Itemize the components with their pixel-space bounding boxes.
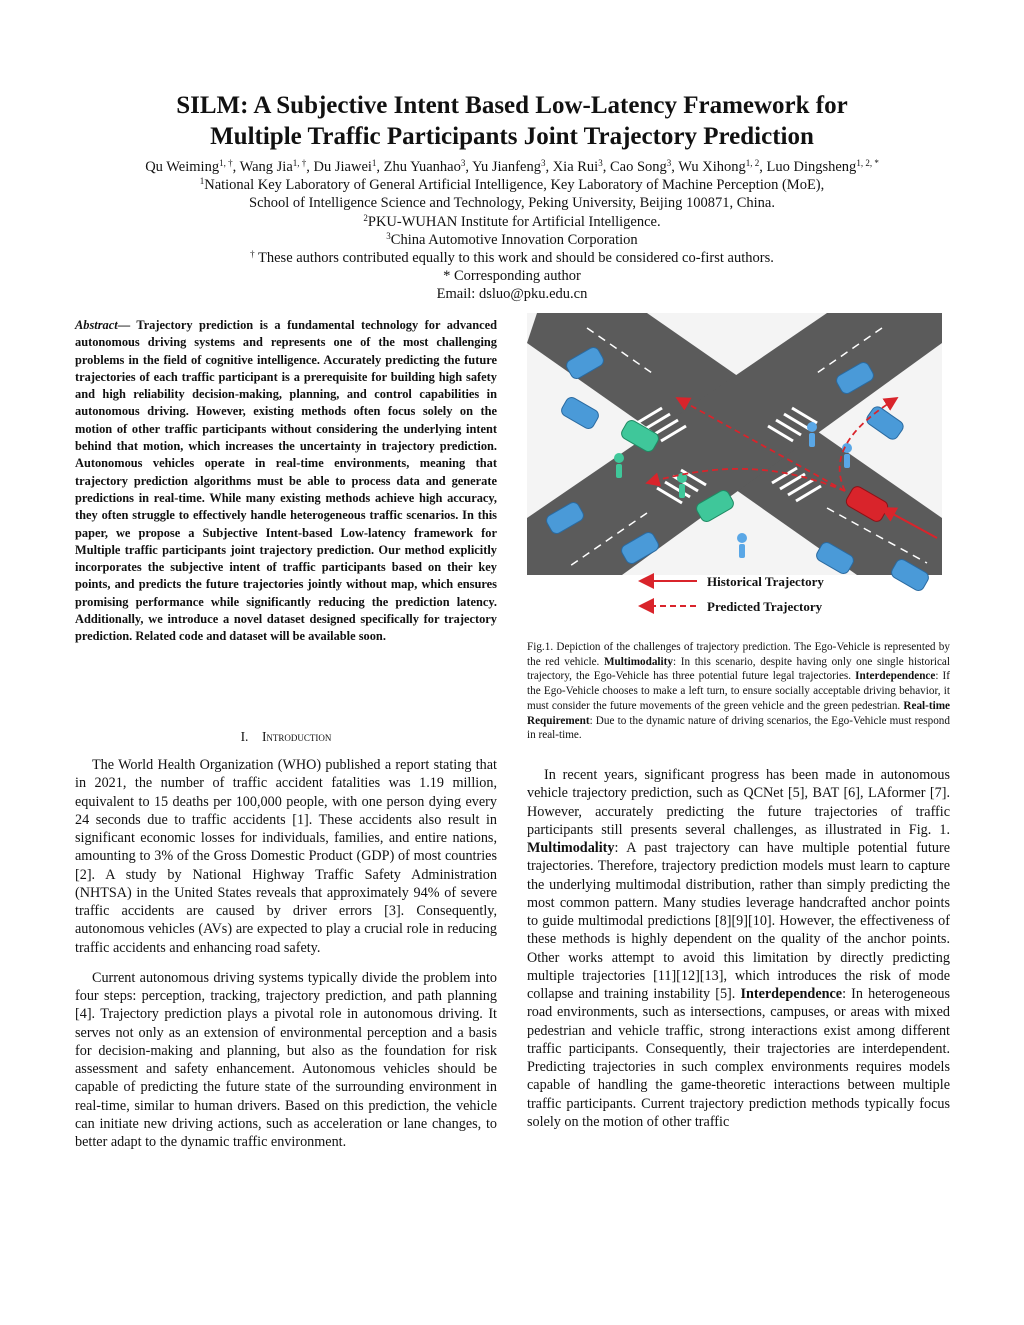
legend-historical: Historical Trajectory xyxy=(707,574,824,589)
pedestrian xyxy=(844,454,850,468)
author-sup: 3 xyxy=(540,158,546,168)
figure-1 xyxy=(527,313,950,635)
author-name: Du Jiawei xyxy=(313,159,372,175)
author-sup: 3 xyxy=(598,158,603,168)
email[interactable]: Email: dsluo@pku.edu.cn xyxy=(436,286,588,303)
author-sup: 1, 2 xyxy=(745,158,760,168)
author-name: Wu Xihong xyxy=(678,159,746,175)
pedestrian xyxy=(807,422,817,432)
intro-paragraph-3: In recent years, significant progress has been made in autonomous vehicle trajectory prediction, such as QCNet [5], BAT [6], LAformer [7]. However, accurately predicting the future trajectories of traffic participants still presents several challenges, as illustrated in Fig. 1. Multimodality: A past trajectory can have multiple potential future trajectories. Therefore, trajectory prediction models must learn to capture the underlying multimodal distribution, rather than simply predicting the most common pattern. Many studies leverage handcrafted anchor points to guide multimodal predictions [8][9][10]. However, the effectiveness of these methods is highly dependent on the quality of the anchor points. Other works attempt to avoid this limitation by directly predicting multiple trajectories [11][12][13], which introduces the risk of mode collapse and training instability [5]. Interdependence: In heterogeneous road environments, such as intersections, campuses, or areas with mixed pedestrian and vehicle traffic, strong interactions exist among different traffic participants. Consequently, their trajectories are interdependent. Predicting trajectories in such complex environments requires models capable of handling the game-theoretic interactions between multiple traffic participants. Current trajectory prediction methods typically focus solely on the motion of other traffic xyxy=(527,767,951,1130)
author-name: Qu Weiming xyxy=(145,159,220,175)
author-name: Luo Dingsheng xyxy=(766,159,857,175)
pedestrian xyxy=(739,544,745,558)
author-name: Cao Song xyxy=(609,159,667,175)
affiliation-1-cont: School of Intelligence Science and Technology, Peking University, Beijing 100871, China. xyxy=(249,195,775,212)
abstract-text: Trajectory prediction is a fundamental technology for advanced autonomous driving systems and represents one of the most challenging problems in the field of cognitive intelligence. Accurately predicting the future trajectories of each traffic participant is a prerequisite for building high safety and high reliability decision-making, planning, and control capabilities in autonomous driving. However, existing methods often focus solely on the motion of other traffic participants without considering the underlying intent behind that motion, which increases the uncertainty in trajectory prediction. Autonomous vehicles operate in real-time environments, meaning that trajectory prediction algorithms must be able to process data and generate predictions in real-time. While many existing methods achieve high accuracy, they often struggle to effectively handle heterogeneous traffic scenarios. In this paper, we propose a Subjective Intent-based Low-latency framework for Multiple traffic participants joint trajectory prediction. Our method explicitly incorporates the subjective intent of traffic participants based on their key points, and predicts the future trajectories jointly without map, which ensures promising performance while significantly reducing the prediction latency. Additionally, we introduce a novel dataset designed specifically for trajectory prediction. Related code and dataset will be available soon. xyxy=(75,318,498,644)
figure-1-caption: Fig.1. Depiction of the challenges of trajectory prediction. The Ego-Vehicle is represented by the red vehicle. Multimodality: In this scenario, despite having only one single historical trajectory, the Ego-Vehicle has three potential future legal trajectories. Interdependence: If the Ego-Vehicle chooses to make a left turn, to ensure socially acceptable driving behavior, it must consider the future movements of the green vehicle and the green pedestrian. Real-time Requirement: Due to the dynamic nature of driving scenarios, the Ego-Vehicle must respond in real-time. xyxy=(527,641,951,742)
author-sup: 1 xyxy=(371,158,377,168)
pedestrian xyxy=(809,433,815,447)
intro-left-column xyxy=(75,756,497,1163)
author-list: Qu Weiming$^{1, \dagger}$, Wang Jia$^{1, \dagger}$, Du Jiawei$^1$, Zhu Yuanhao$^3$, Yu Jianfeng$^3$, Xia Rui$^3$, Cao Song$^3$, Wu Xihong$^{1, 2}$, Luo Dingsheng$^{1, 2, *}$ xyxy=(145,158,879,175)
pedestrian xyxy=(737,533,747,543)
author-name: Wang Jia xyxy=(239,159,293,175)
author-sup: 3 xyxy=(666,158,672,168)
caption-label: Fig.1. xyxy=(527,641,557,653)
affiliation-1: $^1$National Key Laboratory of General Artificial Intelligence, Key Laboratory of Machine Perception (MoE), xyxy=(199,176,825,194)
corresponding-author: * Corresponding author xyxy=(443,268,581,285)
author-sup: 1, 2, * xyxy=(856,158,879,168)
author-sup: 1, † xyxy=(219,158,233,168)
section-heading-introduction xyxy=(75,728,497,746)
author-name: Yu Jianfeng xyxy=(472,159,541,175)
intro-paragraph-2: Current autonomous driving systems typically divide the problem into four steps: perception, tracking, trajectory prediction, and path planning [4]. Trajectory prediction plays a pivotal role in autonomous driving. It serves not only as an extension of environmental perception and a basis for decision-making and planning, but also as the foundation for risk assessment and safety enhancement. Autonomous vehicles should be capable of predicting the future state of the surrounding environment in real-time, similar to human drivers. Based on this prediction, the vehicle can initiate new driving actions, such as acceleration or lane changes, to better adapt to the dynamic traffic environment. xyxy=(75,969,497,1150)
affiliation-2: $^2$PKU-WUHAN Institute for Artificial Intelligence. xyxy=(363,212,661,230)
author-name: Zhu Yuanhao xyxy=(383,159,461,175)
title-line-1: SILM: A Subjective Intent Based Low-Latency Framework for xyxy=(176,92,848,119)
title-line-2: Multiple Traffic Participants Joint Trajectory Prediction xyxy=(210,123,814,150)
author-block xyxy=(60,158,964,304)
pedestrian xyxy=(679,484,685,498)
abstract: Abstract— Trajectory prediction is a fundamental technology for advanced autonomous driving systems and represents one of the most challenging problems in the field of cognitive intelligence. Accurately predicting the future trajectories of each traffic participant is a prerequisite for building high safety and high reliability decision-making, planning, and control capabilities in autonomous driving. However, existing methods often focus solely on the motion of other traffic participants without considering the underlying intent behind that motion, which increases the uncertainty in trajectory prediction. Autonomous vehicles operate in real-time environments, meaning that trajectory prediction algorithms must be able to process data and generate predictions in real-time. While many existing methods achieve high accuracy, they often struggle to effectively handle heterogeneous traffic scenarios. In this paper, we propose a Subjective Intent-based Low-latency framework for Multiple traffic participants joint trajectory prediction. Our method explicitly incorporates the subjective intent of traffic participants based on their key points, and predicts the future trajectories jointly without map, which ensures promising performance while significantly reducing the prediction latency. Additionally, we introduce a novel dataset designed specifically for trajectory prediction. Related code and dataset will be available soon. xyxy=(75,318,498,644)
author-sup: 3 xyxy=(460,158,466,168)
pedestrian xyxy=(616,464,622,478)
author-sup: 1, † xyxy=(292,158,307,168)
equal-contribution-note: † These authors contributed equally to this work and should be considered co-first authors. xyxy=(250,249,774,267)
intro-right-column xyxy=(527,766,950,1131)
abstract-label: Abstract xyxy=(75,318,118,332)
section-numeral: I. xyxy=(240,729,249,744)
pedestrian xyxy=(614,453,624,463)
paper-title xyxy=(60,90,964,152)
affiliation-3: $^3$China Automotive Innovation Corporation xyxy=(386,230,638,248)
legend-predicted: Predicted Trajectory xyxy=(707,599,823,614)
section-title: Introduction xyxy=(261,729,332,744)
intersection-illustration xyxy=(527,313,950,635)
author-name: Xia Rui xyxy=(552,159,599,175)
intro-paragraph-1: The World Health Organization (WHO) published a report stating that in 2021, the number of traffic accident fatalities was 1.19 million, equivalent to 15 deaths per 100,000 people, with one person dying every 24 seconds due to traffic accidents [1]. These accidents also result in significant economic losses for individuals, families, and entire nations, amounting to 3% of the Gross Domestic Product (GDP) of most countries [2]. A study by National Highway Traffic Safety Administration (NHTSA) in the United States reveals that approximately 94% of severe traffic accidents are caused by driver errors [3]. Consequently, autonomous vehicles (AVs) are expected to play a crucial role in reducing traffic accidents and enhancing road safety. xyxy=(75,757,497,956)
